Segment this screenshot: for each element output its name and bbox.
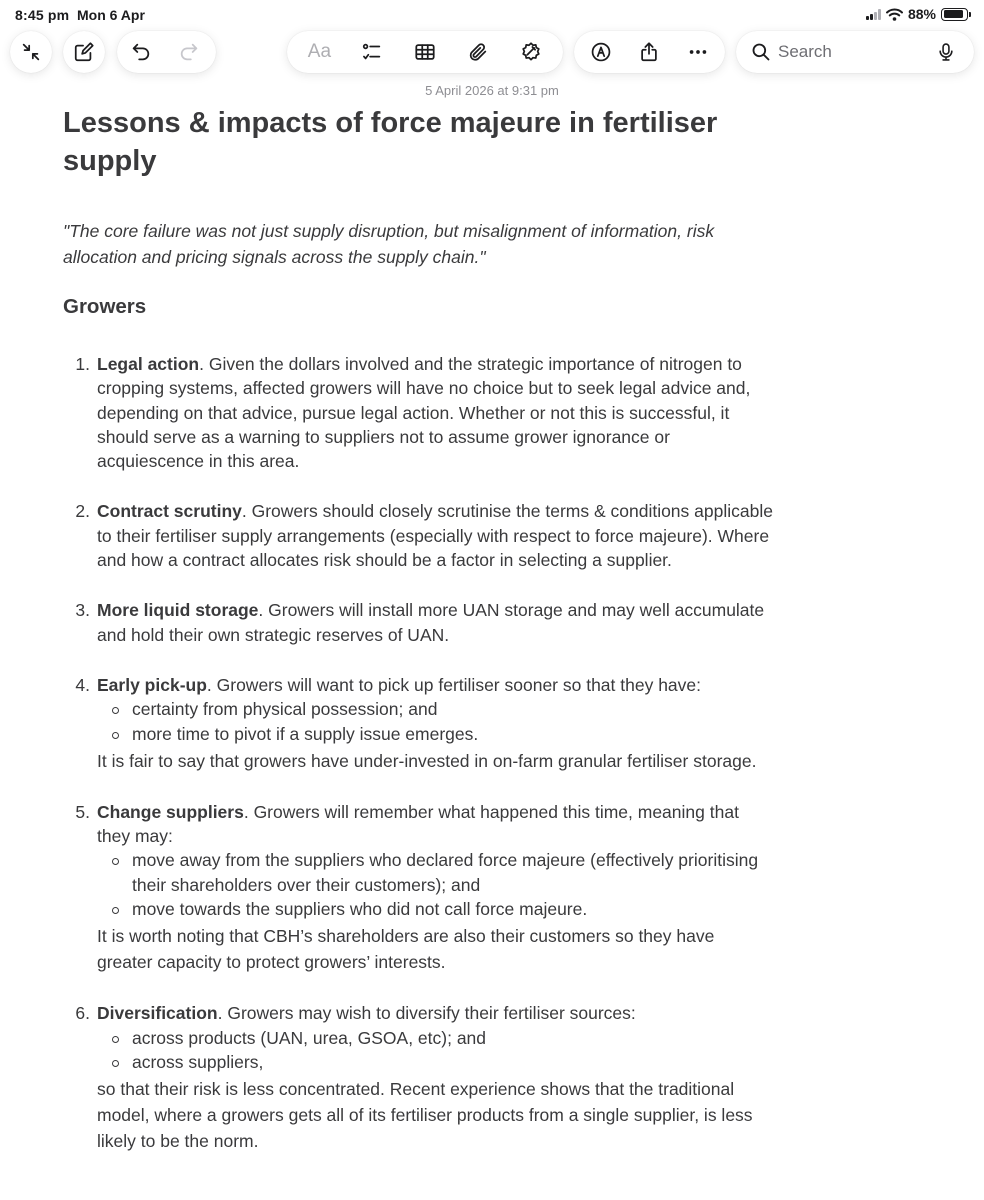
sub-list [97,697,773,746]
compose-button[interactable] [63,31,105,73]
note-date: 5 April 2026 at 9:31 pm [425,83,559,98]
battery-percentage: 88% [907,6,936,22]
sub-list-item: across suppliers, [97,1050,773,1074]
note-body[interactable] [63,104,773,1180]
list-item [63,499,773,572]
sub-list [97,848,773,921]
list-item-title: Early pick-up [97,674,207,695]
redo-icon [178,41,200,63]
battery-fill [944,10,963,18]
sub-list-item: more time to pivot if a supply issue emerges. [97,722,773,746]
undo-redo-group [117,31,216,73]
compose-icon [63,31,105,73]
note-title: Lessons & impacts of force majeure in fertiliser supply [63,107,718,177]
list-item-title: More liquid storage [97,600,259,621]
list-item [63,352,773,473]
search-bar[interactable] [736,31,974,73]
search-input[interactable] [778,39,928,65]
list-item-followup: It is fair to say that growers have under-invested in on-farm granular fertiliser storage. [97,750,757,771]
list-item-paragraph [97,352,773,473]
markup-icon [590,41,612,63]
status-date: Mon 6 Apr [77,7,145,23]
list-item-number: 3. [75,600,90,621]
section-heading: Growers [63,295,147,318]
share-button[interactable] [627,31,671,73]
undo-icon [130,41,152,63]
list-item-text: . Given the dollars involved and the strategic importance of nitrogen to cropping systems, affected growers will have no choice but to seek legal advice and, depending on that advice, pursue legal action. Whether or not this is successful, it should serve as a warning to suppliers not to assume grower ignorance or acquiescence in this area. [97,354,751,472]
search-icon [751,42,771,62]
list-item-title: Contract scrutiny [97,501,242,522]
list-item-paragraph [97,598,773,647]
list-item-number: 1. [75,354,90,374]
list-item [63,673,773,774]
table-button[interactable] [403,31,447,73]
cellular-signal-icon [866,8,881,20]
microphone-icon[interactable] [936,42,956,62]
collapse-icon [10,31,52,73]
list-item-number: 2. [75,501,90,522]
redo-button[interactable] [165,31,213,73]
list-item-title: Change suppliers [97,801,244,822]
more-button[interactable] [676,31,720,73]
list-item-paragraph [97,1001,773,1025]
list-item-number: 6. [75,1003,90,1024]
more-icon [687,41,709,63]
list-item-title: Legal action [97,354,200,374]
list-item-text: . Growers may wish to diversify their fertiliser sources: [217,1003,636,1024]
writing-tools-button[interactable] [509,31,553,73]
list-item-text: . Growers will want to pick up fertiliser sooner so that they have: [206,674,702,695]
list-item-number: 5. [75,801,90,822]
undo-button[interactable] [117,31,165,73]
list-item-followup: It is worth noting that CBH’s shareholders are also their customers so they have greater capacity to protect growers’ interests. [97,926,715,973]
list-item [63,800,773,975]
numbered-list [63,352,773,1154]
list-item-paragraph [97,499,773,572]
note-quote: "The core failure was not just supply disruption, but misalignment of information, risk allocation and pricing signals across the supply chain." [63,221,715,267]
share-icon [638,41,660,63]
list-item-text: . Growers will remember what happened this time, meaning that they may: [97,801,739,847]
checklist-button[interactable] [350,31,394,73]
battery-icon [941,8,968,21]
format-text-icon: Aa [307,41,332,62]
markup-button[interactable] [579,31,623,73]
status-bar [0,0,984,30]
sub-list-item: move towards the suppliers who did not call force majeure. [97,897,773,921]
formatting-toolbar [287,31,563,73]
list-item-paragraph [97,800,773,849]
status-indicators [866,6,968,22]
attachment-button[interactable] [456,31,500,73]
sub-list-item: move away from the suppliers who declared force majeure (effectively prioritising their shareholders over their customers); and [97,848,773,897]
actions-toolbar [574,31,725,73]
wifi-icon [886,8,903,21]
list-item-paragraph [97,673,773,697]
list-item-text: . Growers should closely scrutinise the terms & conditions applicable to their fertiliser supply arrangements (especially with respect to force majeure). Where and how a contract allocates risk should be a factor in selecting a supplier. [97,501,773,571]
sub-list [97,1026,773,1075]
list-item [63,598,773,647]
list-item-text: . Growers will install more UAN storage and may well accumulate and hold their own strategic reserves of UAN. [97,600,765,645]
format-button[interactable] [297,31,341,73]
sub-list-item: across products (UAN, urea, GSOA, etc); and [97,1026,773,1050]
writing-tools-icon [520,41,542,63]
attachment-icon [467,41,489,63]
list-item [63,1001,773,1154]
table-icon [414,41,436,63]
sub-list-item: certainty from physical possession; and [97,697,773,721]
status-time: 8:45 pm [15,7,70,23]
list-item-followup: so that their risk is less concentrated. Recent experience shows that the traditional model, where a growers gets all of its fertiliser products from a single supplier, is less likely to be the norm. [97,1079,753,1152]
collapse-button[interactable] [10,31,52,73]
list-item-title: Diversification [97,1003,218,1024]
list-item-number: 4. [75,674,90,695]
checklist-icon [361,41,383,63]
